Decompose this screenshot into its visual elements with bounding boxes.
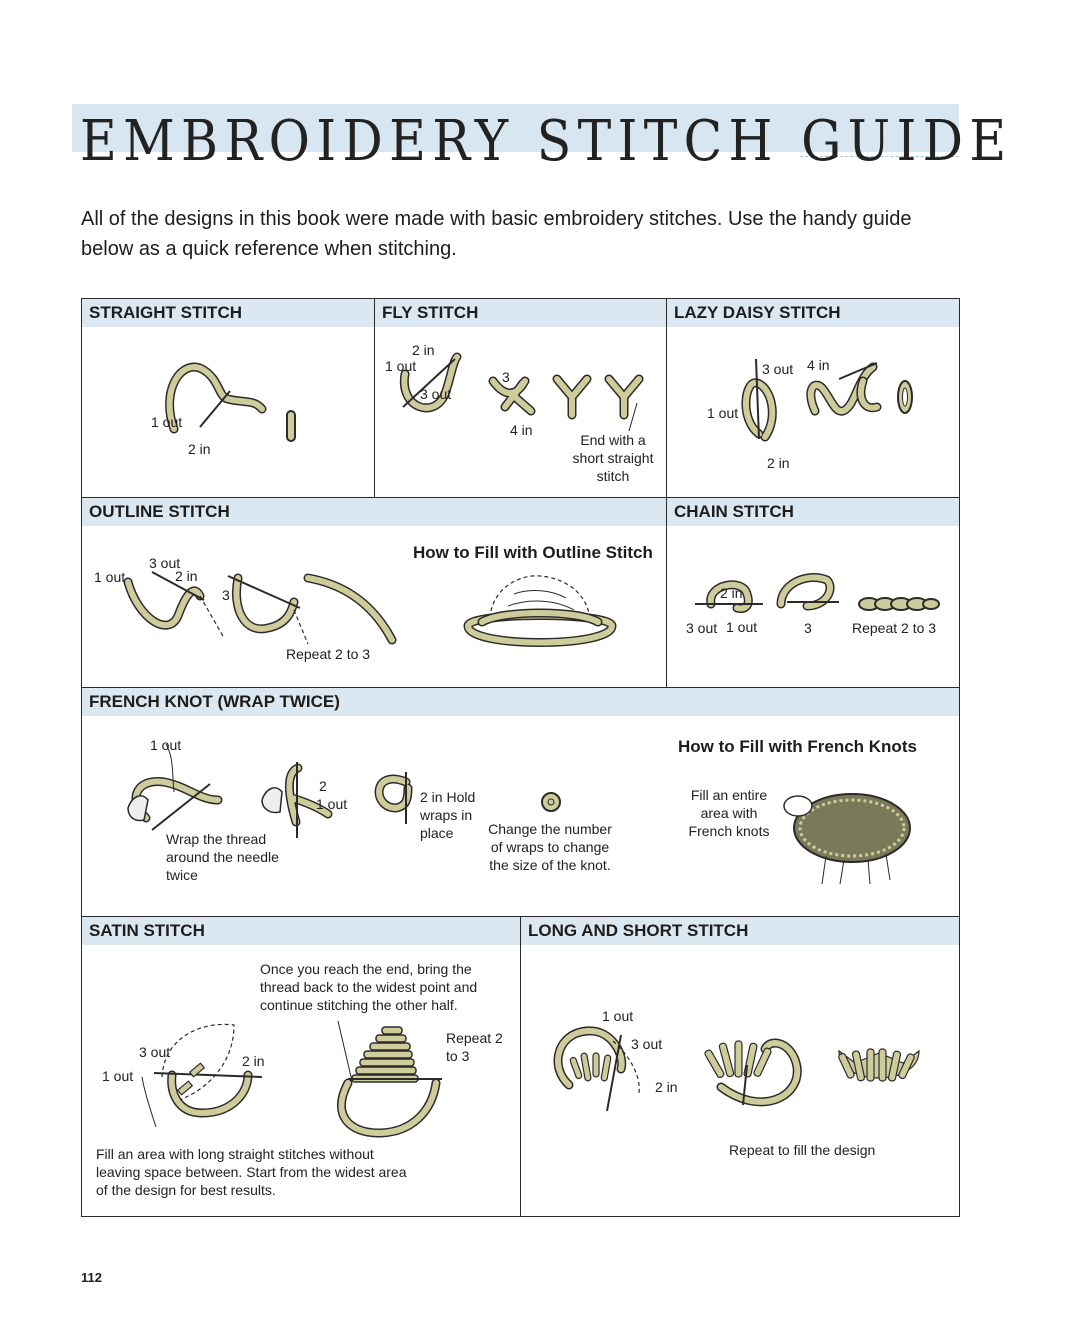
page-number: 112 bbox=[81, 1270, 102, 1285]
fly-stitch-panel bbox=[374, 298, 667, 498]
satin-stitch-panel bbox=[81, 916, 521, 1217]
long-short-panel bbox=[520, 916, 960, 1217]
outline-stitch-illustration bbox=[82, 498, 668, 689]
fk-label-hold: 2 in Hold wraps in place bbox=[420, 789, 476, 841]
fly-label-1out: 1 out bbox=[385, 358, 417, 374]
ls-label-2in: 2 in bbox=[655, 1079, 678, 1095]
fly-label-3: 3 bbox=[502, 369, 510, 385]
satin-label-once: Once you reach the end, bring the thread back to the widest point and continue stitching the other half. bbox=[260, 961, 478, 1013]
straight-label-2: 2 in bbox=[188, 441, 211, 457]
page-title: EMBROIDERY STITCH GUIDE bbox=[80, 109, 1013, 174]
straight-stitch-title: STRAIGHT STITCH bbox=[82, 299, 374, 327]
fly-label-3out: 3 out bbox=[420, 386, 452, 402]
lazy-label-1out: 1 out bbox=[707, 405, 739, 421]
french-knot-panel bbox=[81, 687, 960, 917]
fk-label-wrap: Wrap the thread around the needle twice bbox=[166, 831, 279, 883]
ls-label-3out: 3 out bbox=[631, 1036, 663, 1052]
fly-label-4in: 4 in bbox=[510, 422, 533, 438]
fk-fill-subtitle: How to Fill with French Knots bbox=[678, 737, 917, 756]
satin-label-1out: 1 out bbox=[102, 1068, 134, 1084]
fly-label-end: End with a short straight stitch bbox=[572, 432, 654, 484]
straight-label-1: 1 out bbox=[151, 414, 183, 430]
fly-stitch-title: FLY STITCH bbox=[375, 299, 666, 327]
chain-label-repeat: Repeat 2 to 3 bbox=[852, 620, 937, 636]
long-short-title: LONG AND SHORT STITCH bbox=[521, 917, 959, 945]
outline-fill-subtitle: How to Fill with Outline Stitch bbox=[413, 543, 653, 562]
straight-stitch-illustration bbox=[82, 299, 376, 499]
outline-label-2in: 2 in bbox=[175, 568, 198, 584]
lazy-daisy-panel bbox=[666, 298, 960, 498]
lazy-daisy-title: LAZY DAISY STITCH bbox=[667, 299, 959, 327]
chain-stitch-title: CHAIN STITCH bbox=[667, 498, 959, 526]
intro-paragraph: All of the designs in this book were made with basic embroidery stitches. Use the handy guide below as a quick reference when stitching. bbox=[81, 208, 912, 260]
satin-stitch-title: SATIN STITCH bbox=[82, 917, 520, 945]
lazy-label-2in: 2 in bbox=[767, 455, 790, 471]
fk-label-change: Change the number of wraps to change the size of the knot. bbox=[488, 821, 612, 873]
long-short-illustration bbox=[521, 917, 961, 1218]
fk-label-fill: Fill an entire area with French knots bbox=[688, 787, 770, 839]
chain-label-3out: 3 out bbox=[686, 620, 718, 636]
fk-label-2: 2 bbox=[319, 778, 327, 794]
chain-label-3: 3 bbox=[804, 620, 812, 636]
satin-label-repeat: Repeat 2 to 3 bbox=[446, 1030, 503, 1064]
outline-label-3out: 3 out bbox=[149, 555, 181, 571]
outline-stitch-title: OUTLINE STITCH bbox=[82, 498, 666, 526]
ls-label-repeat: Repeat to fill the design bbox=[729, 1142, 876, 1158]
chain-label-2in: 2 in bbox=[720, 585, 743, 601]
chain-label-1out: 1 out bbox=[726, 619, 758, 635]
outline-label-1out: 1 out bbox=[94, 569, 126, 585]
ls-label-1out: 1 out bbox=[602, 1008, 634, 1024]
lazy-daisy-illustration bbox=[667, 299, 961, 499]
satin-label-3out: 3 out bbox=[139, 1044, 171, 1060]
satin-label-fill: Fill an area with long straight stitches without leaving space between. Start from the widest area of the design for best results. bbox=[96, 1146, 407, 1198]
fk-label-1out: 1 out bbox=[150, 737, 182, 753]
straight-stitch-panel bbox=[81, 298, 375, 498]
fk-label-1out-b: 1 out bbox=[316, 796, 348, 812]
chain-stitch-panel bbox=[666, 497, 960, 688]
lazy-label-3out: 3 out bbox=[762, 361, 794, 377]
french-knot-title: FRENCH KNOT (WRAP TWICE) bbox=[82, 688, 959, 716]
lazy-label-4in: 4 in bbox=[807, 357, 830, 373]
fly-label-2in: 2 in bbox=[412, 342, 435, 358]
outline-label-3: 3 bbox=[222, 587, 230, 603]
outline-stitch-panel bbox=[81, 497, 667, 688]
satin-label-2in: 2 in bbox=[242, 1053, 265, 1069]
chain-stitch-illustration bbox=[667, 498, 961, 689]
outline-label-repeat: Repeat 2 to 3 bbox=[286, 646, 371, 662]
